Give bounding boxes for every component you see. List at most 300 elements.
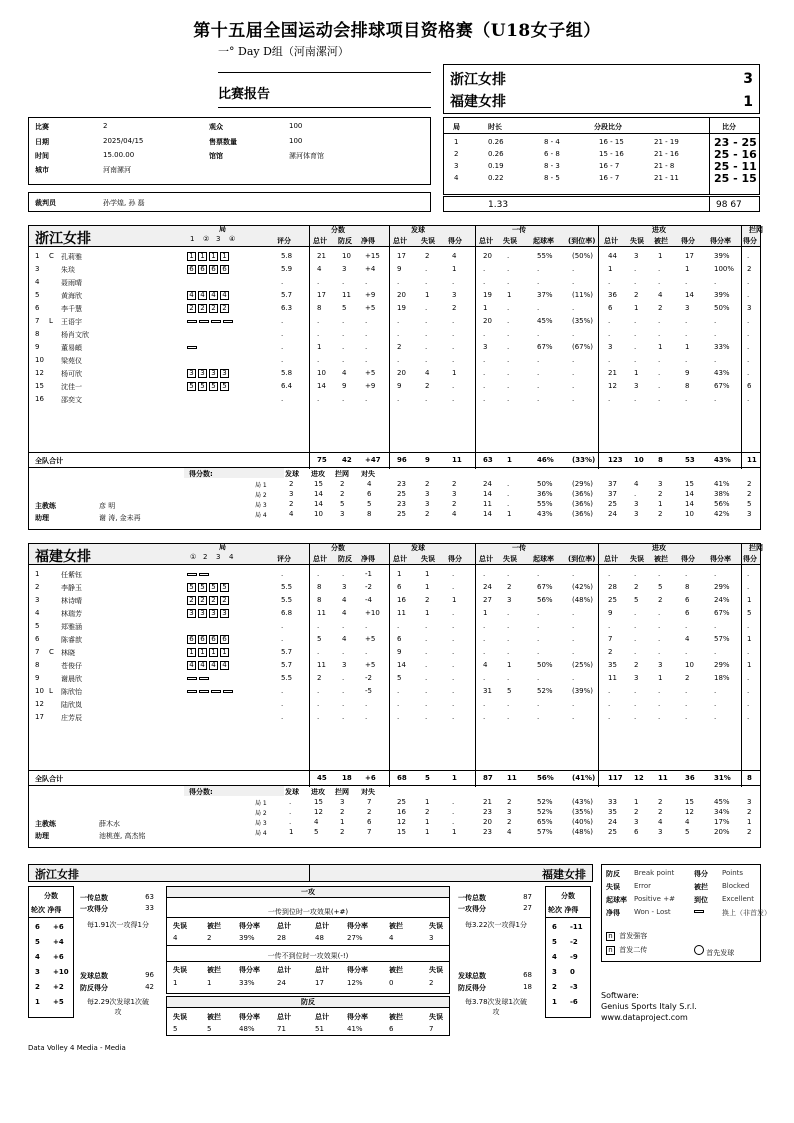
stat-st: 6 [397, 583, 402, 591]
a-rec-total: 63 [145, 893, 154, 901]
player-number: 12 [35, 700, 44, 708]
stat-rpos: . [537, 674, 540, 682]
sets-total-box [443, 196, 760, 212]
stat-at: 7 [608, 635, 613, 643]
player-name: 董易頔 [61, 344, 82, 352]
stat-ae: 3 [634, 674, 639, 682]
total-re: 11 [507, 774, 517, 782]
set-attack-pts: 15 [314, 480, 323, 488]
set-partial-21: 21 - 19 [654, 138, 679, 146]
stat-at: . [608, 570, 611, 578]
stat-rpos: . [537, 265, 540, 273]
set-stat-re: 2 [507, 818, 512, 826]
stat-rpos: . [537, 304, 540, 312]
total-ae: 12 [634, 774, 644, 782]
stat-vote: 5.9 [281, 265, 293, 273]
software-url: www.dataproject.com [601, 1013, 688, 1022]
stat-at: . [608, 687, 611, 695]
stat-pt: 14 [317, 382, 326, 390]
team-a-subcol-header: 失误 [630, 237, 644, 245]
set-stat-rt: 14 [483, 490, 492, 498]
player-number: 16 [35, 395, 44, 403]
stat-re: 5 [507, 687, 512, 695]
stat-st: 14 [397, 661, 406, 669]
stat-se: 1 [425, 570, 430, 578]
stat-net: +4 [365, 265, 376, 273]
set-stat-ab: 2 [658, 798, 663, 806]
set-number: 1 [454, 138, 459, 146]
stat-blk: 1 [747, 596, 752, 604]
team-a-col-attack: 进攻 [652, 226, 666, 234]
stat-bp: 9 [342, 382, 347, 390]
set-score: 25 - 15 [714, 172, 757, 185]
set-stat-sp: 4 [452, 510, 457, 518]
stat-rpos: . [537, 395, 540, 403]
total-se: 5 [425, 774, 430, 782]
team-a-name: 浙江女排 [450, 72, 506, 88]
stat-rpos: . [537, 382, 540, 390]
set-stat-st: 25 [397, 490, 406, 498]
stat-st: 20 [397, 291, 406, 299]
stat-blk: . [747, 317, 750, 325]
sets-col-set: 局 [453, 123, 460, 131]
set-stat-ap: 15 [685, 480, 694, 488]
paid-value: 100 [289, 137, 303, 145]
stat-pt: . [317, 395, 320, 403]
stat-sp: . [452, 382, 455, 390]
b-att-pts: 27 [523, 904, 532, 912]
starting-position-box: 4 [209, 661, 218, 670]
stat-ae: . [634, 356, 637, 364]
set-stat-rt: 11 [483, 500, 492, 508]
stat-blk: . [747, 622, 750, 630]
set-serve-pts: 3 [289, 490, 294, 498]
stat-ab: 1 [658, 343, 663, 351]
stat-rexc: . [572, 609, 575, 617]
b-ratio: 每3.22次一攻得1分 [464, 921, 528, 929]
stat-ab: . [658, 700, 661, 708]
set-stat-at: 37 [608, 480, 617, 488]
starting-position-box: 5 [209, 583, 218, 592]
set-stat-ab: 4 [658, 818, 663, 826]
team-b-subcol-header: 防反 [338, 555, 352, 563]
rotation-net: 0 [570, 968, 575, 976]
match-label: 比赛 [35, 123, 49, 131]
stat-pt: 2 [317, 674, 322, 682]
stat-re: . [507, 330, 510, 338]
breakpoint-col-label: 总计 [315, 1013, 329, 1021]
stat-rt: . [483, 395, 486, 403]
total-bp: 42 [342, 456, 352, 464]
set-stat-rpos: 55% [537, 500, 553, 508]
starting-position-box: 4 [198, 291, 207, 300]
stat-ae: . [634, 395, 637, 403]
set-partial-8: 8 - 3 [544, 162, 560, 170]
player-flag: L [49, 687, 53, 695]
player-name: 林诗晴 [61, 597, 82, 605]
total-score: 98 67 [716, 200, 742, 210]
stat-apct: . [714, 713, 717, 721]
set-stats-row [29, 798, 760, 808]
stat-se: . [425, 317, 428, 325]
rotation-number: 1 [552, 998, 557, 1006]
set-stat-rexc: (36%) [572, 500, 594, 508]
starting-position-box: 6 [187, 635, 196, 644]
team-b-assistant: 池桃莲, 高杰铭 [99, 832, 146, 840]
stat-ab: . [658, 278, 661, 286]
set-stat-rexc: (35%) [572, 808, 594, 816]
stat-blk: . [747, 330, 750, 338]
substitute-dash-icon [694, 910, 704, 913]
stat-bp: 3 [342, 583, 347, 591]
starting-position-box: 6 [220, 265, 229, 274]
player-name: 沈佳一 [61, 383, 82, 391]
player-row [29, 356, 760, 368]
stat-ae: . [634, 317, 637, 325]
stat-sp: . [452, 635, 455, 643]
stat-at: 12 [608, 382, 617, 390]
set-block-pts: 3 [340, 510, 345, 518]
stat-net: . [365, 648, 368, 656]
set-serve-pts: 2 [289, 500, 294, 508]
rotation-b-title: 分数 [561, 892, 575, 900]
team-a-total-label: 全队合计 [35, 457, 63, 465]
breakpoint-value: 48% [239, 1025, 255, 1033]
stat-sp: . [452, 330, 455, 338]
team-a-coach-label: 主教练 [35, 502, 56, 510]
stat-blk: 5 [747, 609, 752, 617]
set-stat-rpos: 65% [537, 818, 553, 826]
sideout-col-label: 得分率 [347, 922, 368, 930]
stat-net: . [365, 356, 368, 364]
stat-vote: . [281, 687, 284, 695]
set-stat-rpos: 52% [537, 798, 553, 806]
player-name: 陈睿歆 [61, 636, 82, 644]
stat-ae: . [634, 635, 637, 643]
player-sets [187, 252, 231, 261]
stat-sp: . [452, 583, 455, 591]
total-st: 68 [397, 774, 407, 782]
stat-re: . [507, 622, 510, 630]
set-partial-21: 21 - 8 [654, 162, 675, 170]
starting-position-box: 2 [209, 304, 218, 313]
stat-bp: . [342, 700, 345, 708]
player-sets [187, 265, 231, 274]
legend-desc: Blocked [722, 882, 750, 890]
bench-dash-icon [199, 677, 209, 680]
stat-st: . [397, 278, 400, 286]
stat-ae: 2 [634, 583, 639, 591]
stat-vote: . [281, 635, 284, 643]
stat-blk: . [747, 648, 750, 656]
player-name: 林晓 [61, 649, 75, 657]
player-row [29, 583, 760, 595]
neg-title: 一传不到位时一攻效果(-!) [267, 952, 349, 960]
stat-sp: . [452, 343, 455, 351]
set-stat-ap: 15 [685, 798, 694, 806]
player-number: 7 [35, 648, 40, 656]
player-number: 3 [35, 596, 40, 604]
stat-vote: 5.5 [281, 674, 293, 682]
stat-apct: 39% [714, 252, 730, 260]
stat-rexc: . [572, 330, 575, 338]
total-blk: 8 [747, 774, 752, 782]
set-block-pts: 2 [340, 480, 345, 488]
stat-sp: . [452, 570, 455, 578]
stat-apct: . [714, 687, 717, 695]
player-row [29, 674, 760, 686]
stat-ab: 2 [658, 304, 663, 312]
set-partial-16: 15 - 16 [599, 150, 624, 158]
set-score: 25 - 11 [714, 160, 757, 173]
stat-ap: . [685, 278, 688, 286]
set-stat-re: 2 [507, 798, 512, 806]
software-credit [601, 990, 697, 1023]
set-stat-ae: 4 [634, 480, 639, 488]
team-a-col-serve: 发球 [411, 226, 425, 234]
sideout-neg-value: 1 [173, 979, 178, 987]
set-stat-re: . [507, 480, 510, 488]
set-serve-pts: . [289, 798, 292, 806]
total-sp: 11 [452, 456, 462, 464]
stat-pt: . [317, 687, 320, 695]
venue-value: 漯河体育馆 [289, 152, 324, 160]
set-stat-blk: 2 [747, 480, 752, 488]
first-serve-icon: n [606, 932, 615, 941]
summary-header [28, 864, 593, 882]
sideout-col-label: 得分率 [347, 966, 368, 974]
stat-pt: . [317, 713, 320, 721]
stat-rexc: . [572, 635, 575, 643]
bench-dash-icon [187, 690, 197, 693]
first-server-label: 首先发球 [706, 949, 735, 957]
stat-pt: . [317, 317, 320, 325]
a-srv-total-label: 发球总数 [80, 972, 108, 980]
stat-st: 9 [397, 648, 402, 656]
team-b-col-reception: 一传 [512, 544, 526, 552]
set-stat-apct: 42% [714, 510, 730, 518]
legend-desc: 换上（非首发） [722, 909, 771, 917]
stat-ab: 3 [658, 661, 663, 669]
stat-pt: . [317, 330, 320, 338]
set-opp-err: 5 [367, 500, 372, 508]
sideout-pos-value: 28 [277, 934, 286, 942]
stat-at: . [608, 700, 611, 708]
set-stat-at: 37 [608, 490, 617, 498]
stat-net: . [365, 343, 368, 351]
set-stat-se: 1 [425, 828, 430, 836]
stat-st: 9 [397, 265, 402, 273]
stat-pt: 4 [317, 265, 322, 273]
team-b-sets-col-opp: 对失 [361, 788, 375, 796]
stat-re: 1 [507, 661, 512, 669]
stat-at: 1 [608, 265, 613, 273]
stat-rpos: 50% [537, 661, 553, 669]
stat-ap: . [685, 356, 688, 364]
stat-pt: . [317, 700, 320, 708]
set-stat-rt: 20 [483, 818, 492, 826]
stat-vote: 5.8 [281, 369, 293, 377]
stat-rt: . [483, 622, 486, 630]
breakpoint-value: 51 [315, 1025, 324, 1033]
player-sets [187, 583, 231, 592]
stat-vote: . [281, 343, 284, 351]
stat-apct: . [714, 622, 717, 630]
stat-se: . [425, 713, 428, 721]
stat-sp: . [452, 395, 455, 403]
set-stats-row [29, 490, 760, 500]
b-srv-total-label: 发球总数 [458, 972, 486, 980]
stat-at: 9 [608, 609, 613, 617]
stat-rt: 19 [483, 291, 492, 299]
team-a-subcol-header: 总计 [479, 237, 493, 245]
rotation-net: +6 [53, 923, 64, 931]
set-opp-err: 2 [367, 808, 372, 816]
set-stat-se: 2 [425, 510, 430, 518]
set-label: 局 3 [255, 820, 267, 827]
player-name: 李静玉 [61, 584, 82, 592]
set-partial-8: 8 - 4 [544, 138, 560, 146]
stat-st: . [397, 622, 400, 630]
stat-blk: . [747, 343, 750, 351]
set-stat-apct: 56% [714, 500, 730, 508]
stat-blk: . [747, 700, 750, 708]
player-row [29, 635, 760, 647]
total-pt: 75 [317, 456, 327, 464]
set-stat-rexc: (40%) [572, 818, 594, 826]
stat-rpos: . [537, 622, 540, 630]
team-b-sets-col-serve: 发球 [285, 788, 299, 796]
team-a-subcol-header: (到位率) [568, 237, 596, 245]
set-partial-16: 16 - 15 [599, 138, 624, 146]
player-sets [187, 382, 231, 391]
team-a-sets-col-attack: 进攻 [311, 470, 325, 478]
player-name: 杨可欣 [61, 370, 82, 378]
stat-re: . [507, 265, 510, 273]
stat-rt: 24 [483, 583, 492, 591]
team-a-col-points: 分数 [331, 226, 345, 234]
player-name: 梁苑仪 [61, 357, 82, 365]
stat-re: . [507, 700, 510, 708]
starting-position-box: 3 [187, 369, 196, 378]
stat-re: 3 [507, 596, 512, 604]
stat-ae: . [634, 265, 637, 273]
sideout-col-label: 失误 [429, 966, 443, 974]
stat-bp: . [342, 687, 345, 695]
player-sets [187, 570, 211, 578]
set-stat-rt: 23 [483, 828, 492, 836]
player-number: 5 [35, 622, 40, 630]
total-net: +6 [365, 774, 376, 782]
stat-pt: . [317, 648, 320, 656]
sideout-pos-value: 48 [315, 934, 324, 942]
set-duration: 0.26 [488, 138, 504, 146]
stat-re: . [507, 369, 510, 377]
stat-sp: 1 [452, 369, 457, 377]
rotation-a-box [28, 886, 74, 1018]
stat-pt: 21 [317, 252, 326, 260]
stat-rpos: 55% [537, 252, 553, 260]
sideout-col-label: 得分率 [239, 922, 260, 930]
stat-pt: 11 [317, 609, 326, 617]
starting-position-box: 6 [209, 265, 218, 274]
stat-bp: 3 [342, 265, 347, 273]
set-stats-row [29, 808, 760, 818]
set-attack-pts: 14 [314, 490, 323, 498]
stat-se: . [425, 700, 428, 708]
stat-se: . [425, 330, 428, 338]
starting-position-box: 2 [220, 596, 229, 605]
set-stat-sp: . [452, 798, 455, 806]
stat-pt: . [317, 278, 320, 286]
starting-position-box: 5 [198, 382, 207, 391]
a-bp-pts-label: 防反得分 [80, 984, 108, 992]
set-stat-se: 1 [425, 818, 430, 826]
player-row [29, 278, 760, 290]
stat-net: . [365, 700, 368, 708]
rotation-number: 1 [35, 998, 40, 1006]
player-sets [187, 609, 231, 618]
time-value: 15.00.00 [103, 151, 135, 159]
stat-pt: 11 [317, 661, 326, 669]
set-stat-st: 23 [397, 480, 406, 488]
legend-key: 到位 [694, 896, 708, 904]
total-rexc: (41%) [572, 774, 596, 782]
player-row [29, 395, 760, 407]
stat-vote: . [281, 713, 284, 721]
player-name: 聂雨晴 [61, 279, 82, 287]
stat-apct: 29% [714, 583, 730, 591]
player-sets [187, 343, 199, 351]
player-number: 10 [35, 687, 44, 695]
team-a-coach: 彦 明 [99, 502, 116, 510]
sets-col-duration: 时长 [488, 123, 502, 131]
stat-st: . [397, 713, 400, 721]
stat-re: . [507, 317, 510, 325]
stat-apct: . [714, 648, 717, 656]
player-sets [187, 369, 231, 378]
team-a-subcol-header: 被拦 [654, 237, 668, 245]
legend-desc: Break point [634, 869, 675, 877]
sideout-col-label: 总计 [315, 922, 329, 930]
stat-se: . [425, 648, 428, 656]
player-name: 庄芳辰 [61, 714, 82, 722]
rotation-number: 6 [35, 923, 40, 931]
player-row [29, 382, 760, 394]
sideout-col-label: 被拦 [207, 966, 221, 974]
player-number: 15 [35, 382, 44, 390]
bench-dash-icon [199, 320, 209, 323]
sets-box [443, 117, 760, 195]
stat-ab: 5 [658, 583, 663, 591]
stat-net: +5 [365, 635, 376, 643]
player-number: 1 [35, 252, 40, 260]
player-name: 任紫钰 [61, 571, 82, 579]
sideout-col-label: 被拦 [389, 922, 403, 930]
set-label: 局 3 [255, 502, 267, 509]
stat-vote: . [281, 317, 284, 325]
set-stat-st: 15 [397, 828, 406, 836]
set-stat-st: 25 [397, 798, 406, 806]
sideout-neg-value: 1 [207, 979, 212, 987]
player-row [29, 713, 760, 725]
stat-re: 1 [507, 291, 512, 299]
team-a-total-divider [29, 452, 760, 453]
stat-vote: 5.7 [281, 648, 293, 656]
team-a-subcol-header: 总计 [393, 237, 407, 245]
sideout-pos-value: 2 [207, 934, 212, 942]
stat-ap: 9 [685, 369, 690, 377]
